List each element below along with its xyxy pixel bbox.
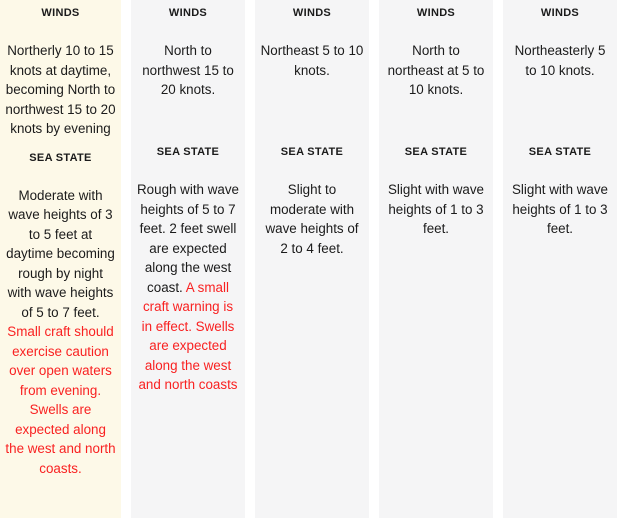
sea-state-heading: SEA STATE xyxy=(156,146,220,158)
sea-state-text: Slight with wave heights of 1 to 3 feet. xyxy=(511,182,608,236)
sea-state-heading: SEA STATE xyxy=(528,146,592,158)
sea-state-warning-text: A small craft warning is in effect. Swells are expected along the west and north coasts xyxy=(138,279,238,392)
winds-forecast-text xyxy=(508,41,612,133)
forecast-day-card-4 xyxy=(379,0,493,518)
forecast-day-card-3 xyxy=(255,0,369,518)
winds-text: Northeast 5 to 10 knots. xyxy=(260,43,364,78)
sea-state-forecast-text xyxy=(136,180,240,395)
sea-state-text: Moderate with wave heights of 3 to 5 feet at daytime becoming rough by night with wave heights of 5 to 7 feet. xyxy=(6,187,115,320)
winds-heading: WINDS xyxy=(41,7,80,19)
winds-forecast-text xyxy=(384,41,488,133)
winds-text: North to northeast at 5 to 10 knots. xyxy=(387,43,485,97)
winds-heading: WINDS xyxy=(540,7,580,19)
sea-state-text: Slight with wave heights of 1 to 3 feet. xyxy=(387,182,484,236)
winds-forecast-text xyxy=(136,41,240,133)
winds-forecast-text xyxy=(5,41,116,139)
sea-state-warning-text: Small craft should exercise caution over open waters from evening. Swells are expected along the west and north coasts. xyxy=(5,324,116,476)
sea-state-heading: SEA STATE xyxy=(280,146,344,158)
forecast-day-card-5 xyxy=(503,0,617,518)
sea-state-forecast-text xyxy=(260,180,364,258)
sea-state-forecast-text xyxy=(508,180,612,239)
sea-state-forecast-text xyxy=(384,180,488,239)
winds-heading: WINDS xyxy=(416,7,456,19)
sea-state-forecast-text xyxy=(5,186,116,479)
winds-heading: WINDS xyxy=(292,7,332,19)
sea-state-heading: SEA STATE xyxy=(404,146,468,158)
winds-text: North to northwest 15 to 20 knots. xyxy=(142,43,234,97)
winds-heading: WINDS xyxy=(168,7,208,19)
winds-forecast-text xyxy=(260,41,364,133)
forecast-day-card-2 xyxy=(131,0,245,518)
winds-text: Northerly 10 to 15 knots at daytime, becoming North to northwest 15 to 20 knots by evening xyxy=(5,43,116,136)
sea-state-text: Rough with wave heights of 5 to 7 feet. 2 feet swell are expected along the west coast. xyxy=(137,182,239,295)
sea-state-text: Slight to moderate with wave heights of 2 to 4 feet. xyxy=(265,182,359,256)
sea-state-heading: SEA STATE xyxy=(29,151,92,164)
winds-text: Northeasterly 5 to 10 knots. xyxy=(514,43,606,78)
forecast-day-card-1 xyxy=(0,0,121,518)
